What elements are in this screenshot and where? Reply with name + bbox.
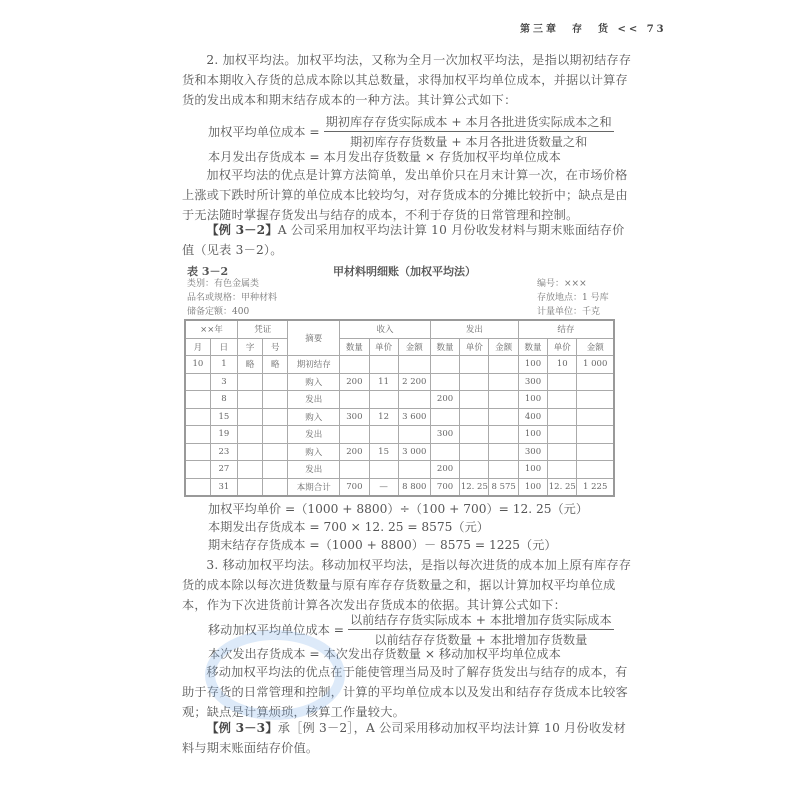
table-title: 甲材料明细账（加权平均法）	[333, 265, 476, 278]
cell-in-amount	[398, 461, 430, 479]
cell-out-price	[460, 408, 489, 426]
cell-bal-price	[548, 461, 577, 479]
formula-denominator: 以前结存存货数量 + 本批增加存货数量	[374, 633, 588, 647]
cell-month	[185, 408, 210, 426]
formula-fraction	[324, 113, 614, 150]
meta-category: 类别：有色金属类	[187, 279, 260, 289]
cell-number	[263, 408, 288, 426]
cell-in-amount: 8 800	[398, 478, 430, 496]
cell-out-price	[460, 461, 489, 479]
calc-weighted-unit-price: 加权平均单价 =（1000 + 8800）÷（100 + 700）= 12. 25（元）	[208, 502, 589, 516]
cell-day: 8	[210, 391, 237, 409]
cell-word: 略	[238, 356, 263, 374]
table-meta-right	[537, 277, 609, 319]
cell-summary: 购入	[288, 443, 340, 461]
table-row	[185, 391, 614, 409]
header-row-1	[185, 320, 614, 338]
cell-day: 1	[210, 356, 237, 374]
cell-bal-qty: 100	[518, 478, 547, 496]
meta-unit: 计量单位：千克	[537, 307, 601, 317]
cell-summary: 发出	[288, 391, 340, 409]
cell-out-amount	[489, 443, 518, 461]
header-bal-price: 单价	[548, 338, 577, 356]
cell-bal-price	[548, 443, 577, 461]
cell-bal-price	[548, 426, 577, 444]
cell-word	[238, 391, 263, 409]
cell-bal-price: 10	[548, 356, 577, 374]
cell-bal-qty: 400	[518, 408, 547, 426]
cell-in-qty: 700	[340, 478, 369, 496]
cell-in-price	[369, 461, 398, 479]
cell-in-price: 11	[369, 373, 398, 391]
cell-bal-qty: 100	[518, 461, 547, 479]
cell-in-qty: 200	[340, 373, 369, 391]
cell-in-qty	[340, 356, 369, 374]
issued-cost-formula: 本月发出存货成本 = 本月发出存货数量 × 存货加权平均单位成本	[208, 150, 561, 164]
table-row	[185, 356, 614, 374]
cell-number: 略	[263, 356, 288, 374]
cell-bal-qty: 300	[518, 373, 547, 391]
cell-summary: 本期合计	[288, 478, 340, 496]
cell-word	[238, 478, 263, 496]
header-year: ××年	[185, 320, 238, 338]
cell-bal-amount: 1 225	[577, 478, 614, 496]
example-text: A 公司采用加权平均法计算 10 月份收发材料与期末账面结存价值（见表 3－2）。	[182, 223, 625, 257]
cell-word	[238, 408, 263, 426]
weighted-average-formula	[208, 113, 614, 150]
cell-bal-price	[548, 391, 577, 409]
cell-month	[185, 478, 210, 496]
cell-out-amount	[489, 426, 518, 444]
cell-bal-price: 12. 25	[548, 478, 577, 496]
cell-in-price	[369, 356, 398, 374]
cell-day: 31	[210, 478, 237, 496]
cell-out-qty: 200	[430, 461, 459, 479]
cell-month	[185, 443, 210, 461]
cell-out-amount: 8 575	[489, 478, 518, 496]
cell-bal-amount	[577, 443, 614, 461]
cell-month	[185, 426, 210, 444]
example-3-2	[182, 220, 632, 260]
formula-lhs: 加权平均单位成本 =	[208, 125, 320, 139]
formula-numerator: 期初库存存货实际成本 + 本月各批进货实际成本之和	[324, 113, 614, 132]
table-row-total	[185, 478, 614, 496]
cell-bal-amount: 1 000	[577, 356, 614, 374]
cell-out-qty	[430, 443, 459, 461]
cell-out-price	[460, 391, 489, 409]
header-bal-amount: 金额	[577, 338, 614, 356]
cell-word	[238, 426, 263, 444]
cell-in-qty: 200	[340, 443, 369, 461]
cell-out-qty	[430, 356, 459, 374]
cell-out-price	[460, 356, 489, 374]
cell-month: 10	[185, 356, 210, 374]
header-out-qty: 数量	[430, 338, 459, 356]
cell-out-price: 12. 25	[460, 478, 489, 496]
formula-fraction	[348, 611, 614, 648]
header-in-qty: 数量	[340, 338, 369, 356]
section3-paragraph: 3. 移动加权平均法。移动加权平均法，是指以每次进货的成本加上原有库存存货的成本除以每次进货数量与原有库存存货数量之和，据以计算加权平均单位成本，作为下次进货前计算各次发出存货成本的依据。其计算公式如下：	[182, 558, 632, 612]
cell-out-amount	[489, 373, 518, 391]
cell-in-amount	[398, 391, 430, 409]
cell-bal-amount	[577, 391, 614, 409]
cell-bal-amount	[577, 373, 614, 391]
formula-denominator: 期初库存存货数量 + 本月各批进货数量之和	[349, 135, 588, 149]
cell-summary: 期初结存	[288, 356, 340, 374]
cell-in-qty: 300	[340, 408, 369, 426]
cell-in-qty	[340, 426, 369, 444]
cell-bal-price	[548, 408, 577, 426]
formula-lhs: 移动加权平均单位成本 =	[208, 623, 344, 637]
cell-in-price	[369, 391, 398, 409]
cell-out-qty: 300	[430, 426, 459, 444]
cell-in-qty	[340, 461, 369, 479]
cell-number	[263, 461, 288, 479]
cell-number	[263, 478, 288, 496]
cell-out-qty: 200	[430, 391, 459, 409]
header-month: 月	[185, 338, 210, 356]
ledger-table	[184, 319, 615, 497]
cell-out-qty	[430, 408, 459, 426]
table-row	[185, 373, 614, 391]
cell-in-price	[369, 426, 398, 444]
cell-word	[238, 443, 263, 461]
cell-out-qty	[430, 373, 459, 391]
cell-number	[263, 391, 288, 409]
calc-issued-cost: 本期发出存货成本 = 700 × 12. 25 = 8575（元）	[208, 520, 489, 534]
cell-out-price	[460, 443, 489, 461]
cell-in-qty	[340, 391, 369, 409]
header-in-amount: 金额	[398, 338, 430, 356]
cell-bal-qty: 300	[518, 443, 547, 461]
table-row	[185, 443, 614, 461]
example-text: 承［例 3－2］，A 公司采用移动加权平均法计算 10 月份收发材料与期末账面结存价值。	[182, 721, 627, 755]
cell-month	[185, 391, 210, 409]
header-row-2	[185, 338, 614, 356]
cell-day: 3	[210, 373, 237, 391]
cell-month	[185, 373, 210, 391]
header-balance: 结存	[518, 320, 614, 338]
cell-summary: 购入	[288, 373, 340, 391]
header-in-price: 单价	[369, 338, 398, 356]
cell-bal-qty: 100	[518, 426, 547, 444]
cell-day: 15	[210, 408, 237, 426]
header-word: 字	[238, 338, 263, 356]
cell-bal-qty: 100	[518, 391, 547, 409]
header-bal-qty: 数量	[518, 338, 547, 356]
cell-summary: 购入	[288, 408, 340, 426]
meta-code: 编号：×××	[537, 279, 587, 289]
header-issued: 发出	[430, 320, 518, 338]
example-3-3	[182, 718, 632, 758]
section3-evaluation: 移动加权平均法的优点在于能使管理当局及时了解存货发出与结存的成本，有助于存货的日常管理和控制，计算的平均单位成本以及发出和结存存货成本比较客观；缺点是计算烦琐，核算工作量较大。	[182, 665, 628, 719]
cell-out-qty: 700	[430, 478, 459, 496]
cell-number	[263, 373, 288, 391]
table-row	[185, 426, 614, 444]
table-row	[185, 408, 614, 426]
table-meta-left	[187, 277, 277, 319]
cell-in-amount: 3 600	[398, 408, 430, 426]
cell-word	[238, 461, 263, 479]
cell-out-amount	[489, 461, 518, 479]
cell-day: 23	[210, 443, 237, 461]
cell-in-price: 15	[369, 443, 398, 461]
cell-in-amount: 3 000	[398, 443, 430, 461]
calc-ending-cost: 期末结存存货成本 =（1000 + 8800）－ 8575 = 1225（元）	[208, 538, 557, 552]
cell-day: 19	[210, 426, 237, 444]
table-row	[185, 461, 614, 479]
cell-summary: 发出	[288, 426, 340, 444]
issued-cost-formula-moving: 本次发出存货成本 = 本次发出存货数量 × 移动加权平均单位成本	[208, 647, 561, 661]
cell-bal-amount	[577, 426, 614, 444]
cell-word	[238, 373, 263, 391]
running-header: 第三章 存 货 << 73	[520, 24, 667, 35]
cell-out-amount	[489, 391, 518, 409]
header-out-price: 单价	[460, 338, 489, 356]
cell-in-price: —	[369, 478, 398, 496]
header-received: 收入	[340, 320, 431, 338]
cell-bal-amount	[577, 461, 614, 479]
cell-day: 27	[210, 461, 237, 479]
cell-in-amount	[398, 426, 430, 444]
cell-in-amount: 2 200	[398, 373, 430, 391]
moving-average-formula	[208, 611, 614, 648]
cell-in-amount	[398, 356, 430, 374]
cell-number	[263, 426, 288, 444]
example-label: 【例 3－2】	[206, 223, 278, 237]
cell-out-price	[460, 373, 489, 391]
cell-out-amount	[489, 356, 518, 374]
formula-numerator: 以前结存存货实际成本 + 本批增加存货实际成本	[348, 611, 614, 630]
header-summary: 摘要	[288, 320, 340, 356]
cell-bal-price	[548, 373, 577, 391]
meta-spec: 品名或规格：甲种材料	[187, 293, 278, 303]
cell-number	[263, 443, 288, 461]
example-label: 【例 3－3】	[206, 721, 278, 735]
cell-bal-qty: 100	[518, 356, 547, 374]
cell-bal-amount	[577, 408, 614, 426]
cell-month	[185, 461, 210, 479]
header-day: 日	[210, 338, 237, 356]
cell-in-price: 12	[369, 408, 398, 426]
table-caption: 表 3－2	[187, 265, 229, 278]
cell-out-amount	[489, 408, 518, 426]
section2-paragraph: 2. 加权平均法。加权平均法，又称为全月一次加权平均法，是指以期初结存存货和本期收入存货的总成本除以其总数量，求得加权平均单位成本，并据以计算存货的发出成本和期末结存成本的一种方法。其计算公式如下：	[182, 53, 632, 107]
cell-summary: 发出	[288, 461, 340, 479]
header-voucher: 凭证	[238, 320, 288, 338]
cell-out-price	[460, 426, 489, 444]
section2-evaluation: 加权平均法的优点是计算方法简单，发出单价只在月末计算一次，在市场价格上涨或下跌时所计算的单位成本比较均匀，对存货成本的分摊比较折中；缺点是由于无法随时掌握存货发出与结存的成本，不利于存货的日常管理和控制。	[182, 168, 628, 222]
header-number: 号	[263, 338, 288, 356]
meta-reserve: 储备定额：400	[187, 307, 250, 317]
header-out-amount: 金额	[489, 338, 518, 356]
meta-location: 存放地点：1 号库	[537, 293, 609, 303]
